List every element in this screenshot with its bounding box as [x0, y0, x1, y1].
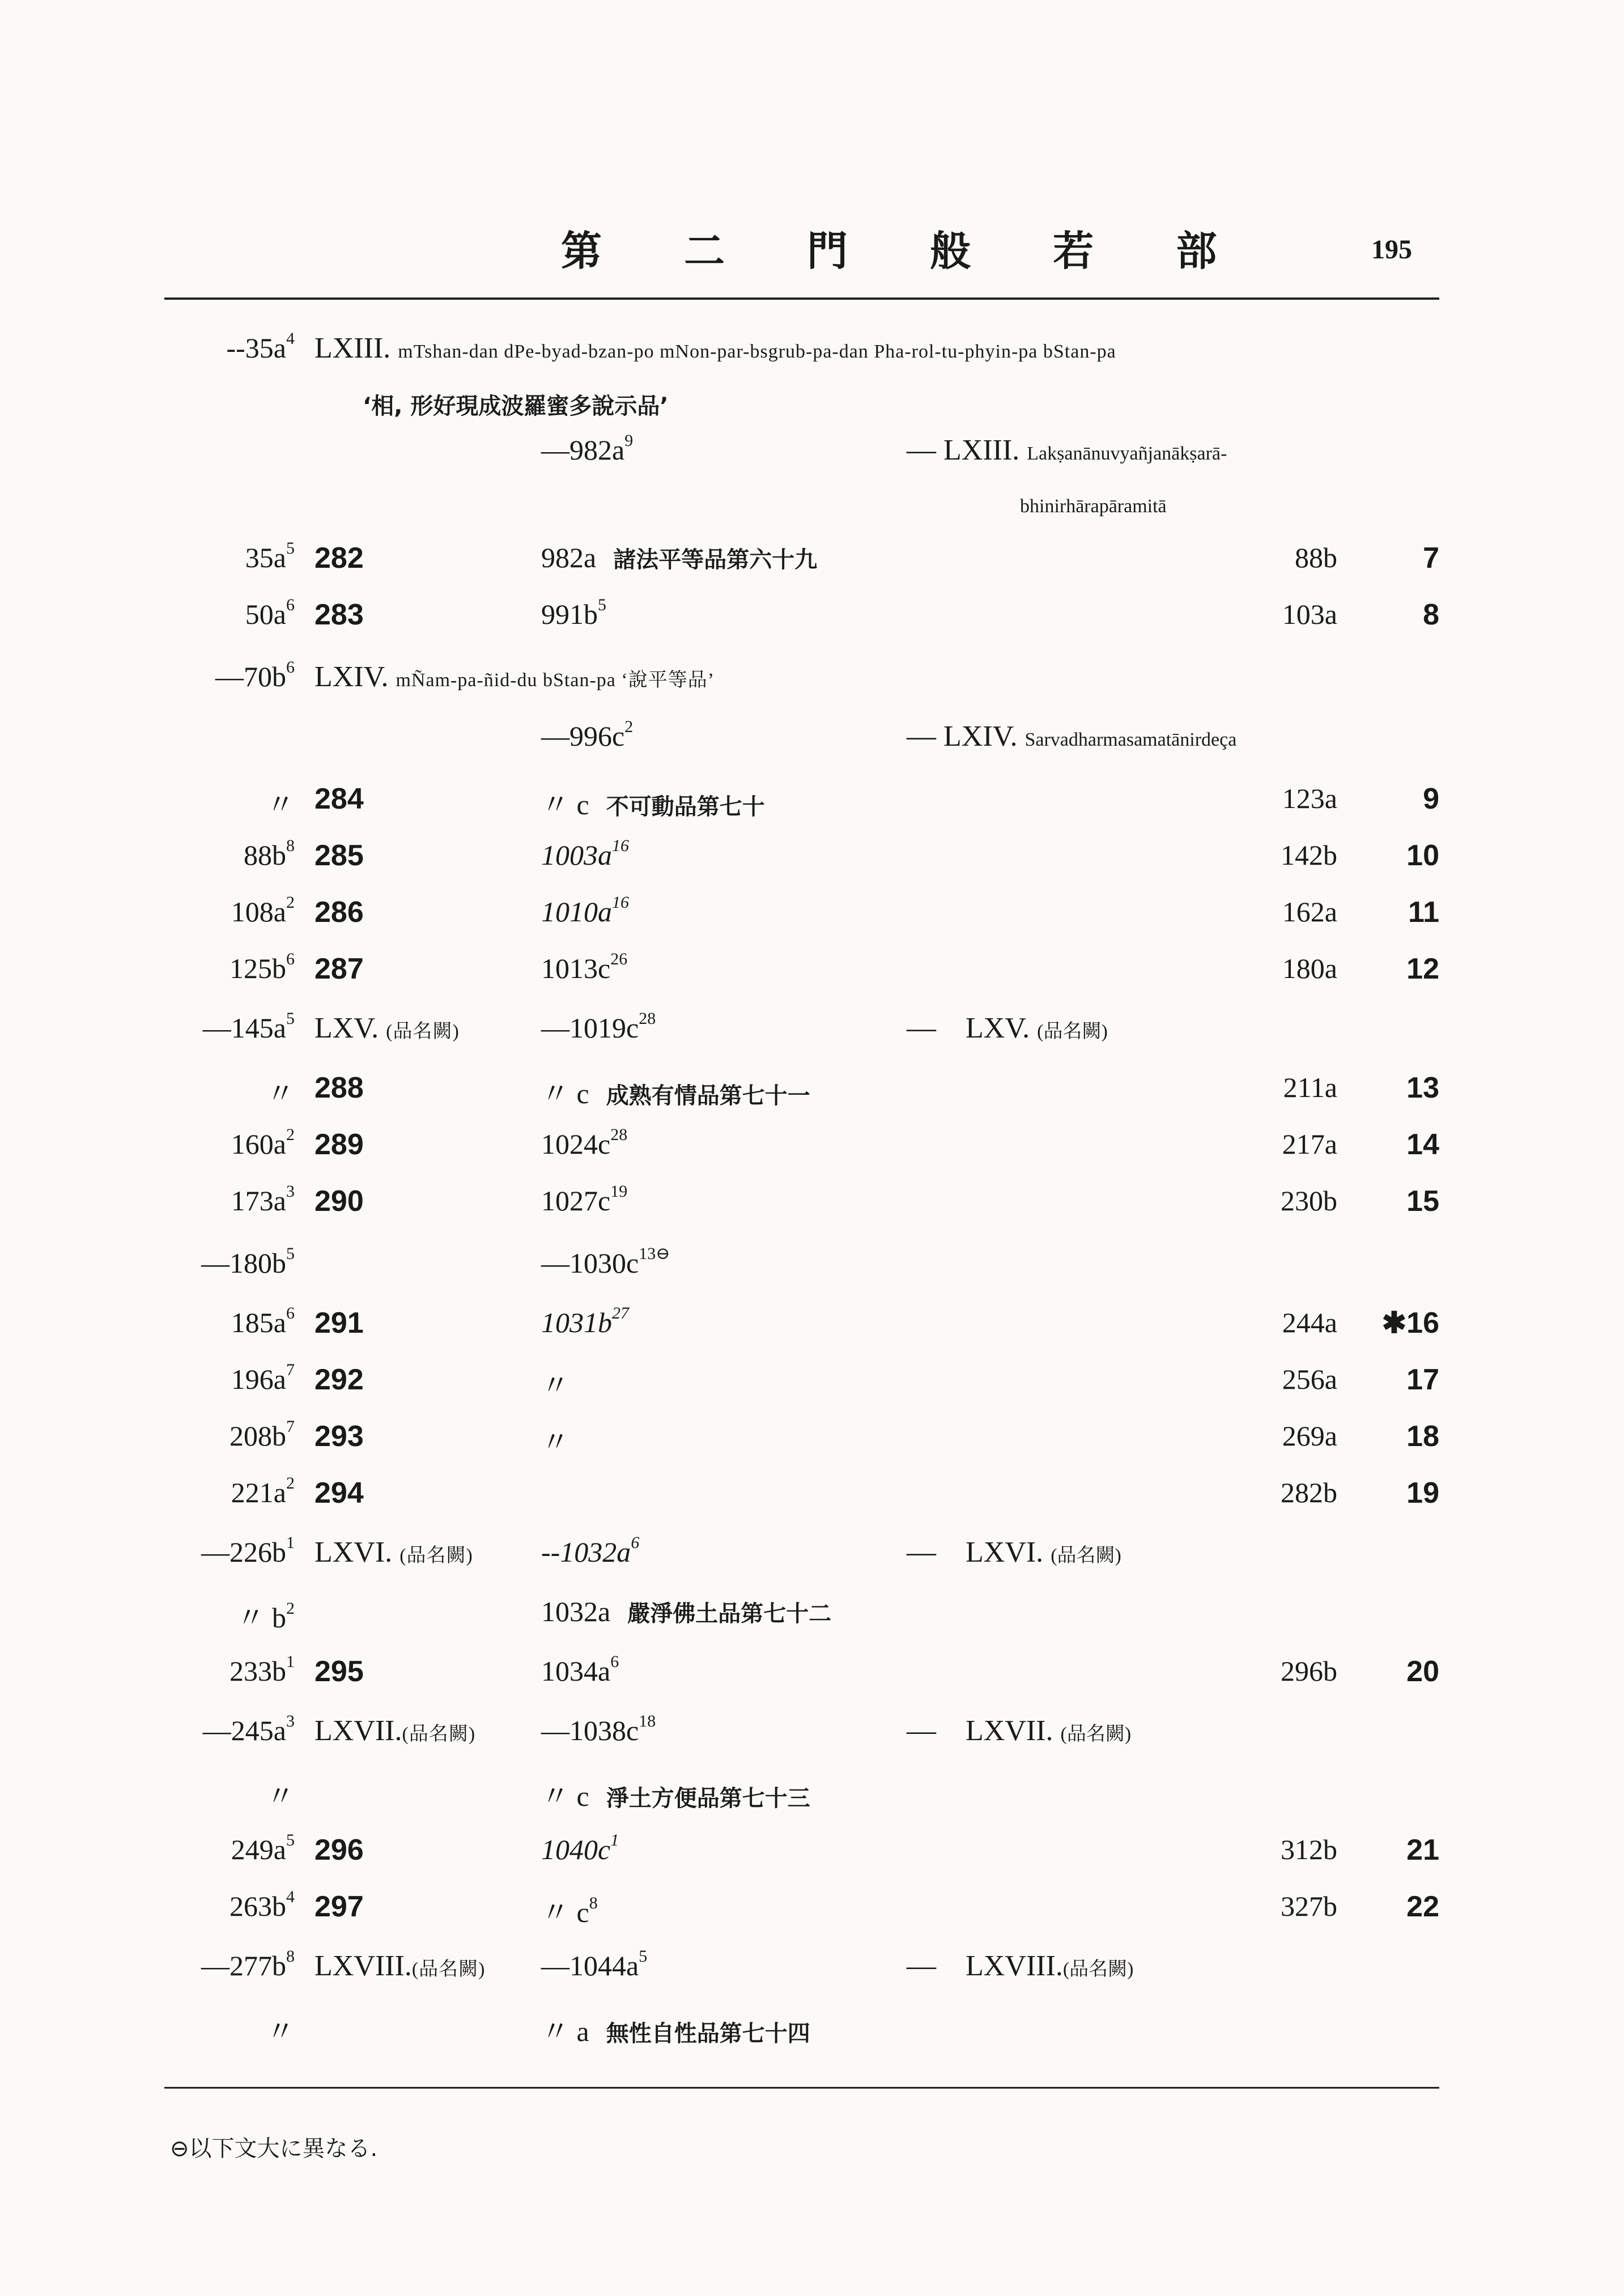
sanskrit-heading: — LXIII. Lakṣanānuvyañjanākṣarā-	[907, 434, 1227, 466]
section-range: $—180b^5$ $—1030c^{13⊖}$	[201, 1244, 670, 1279]
table-row: $35a^5$ 282 982a 諸法平等品第六十九 88b 7	[245, 539, 1439, 575]
table-row: $263b^4$ 297 〃 $c^8$ 327b 22	[229, 1887, 1439, 1928]
table-row: 〃 〃 c 淨土方便品第七十三	[266, 1780, 810, 1812]
tp-ref: $--35a^4$	[226, 329, 295, 364]
table-row: $208b^7$ 293 〃 269a 18	[229, 1417, 1439, 1458]
table-row: $249a^5$ 296 $1040c^1$ 312b 21	[231, 1831, 1439, 1866]
table-row: $125b^6$ 287 $1013c^{26}$ 180a 12	[229, 950, 1439, 985]
table-row: 〃 284 〃 c 不可動品第七十 123a 9	[266, 783, 1439, 820]
table-row: $233b^1$ 295 $1034a^6$ 296b 20	[229, 1652, 1439, 1688]
section-range-lxiv: $—996c^2$ — LXIV. Sarvadharmasamatānirdeça	[541, 717, 1237, 752]
table-row: $173a^3$ 290 $1027c^{19}$ 230b 15	[231, 1182, 1439, 1218]
footnote-rule	[164, 2087, 1439, 2089]
section-heading-lxviii: $—277b^8$ LXVIII.(品名闕) $—1044a^5$ — LXVIII.(品名闕)	[201, 1947, 1134, 1982]
tibetan-heading-gloss: ‘相, 形好現成波羅蜜多說示品’	[363, 393, 669, 419]
sanskrit-heading-cont: bhinirhārapāramitā	[1020, 496, 1167, 517]
table-row: $160a^2$ 289 $1024c^{28}$ 217a 14	[231, 1125, 1439, 1161]
table-row: $185a^6$ 291 $1031b^{27}$ 244a ✱16	[231, 1304, 1439, 1340]
section-heading-lxvi: $—226b^1$ LXVI. (品名闕) $--1032a^6$ — LXVI. (品名闕)	[201, 1533, 1121, 1568]
page-number: 195	[1371, 235, 1412, 265]
table-row: $50a^6$ 283 $991b^5$ 103a 8	[245, 596, 1439, 631]
footnote: ⊖以下文大に異なる.	[170, 2136, 378, 2162]
table-row: $108a^2$ 286 $1010a^{16}$ 162a 11	[231, 893, 1439, 929]
running-header	[0, 218, 1624, 286]
chapter-title: 第 二 門 般 若 部	[561, 227, 1251, 275]
tibetan-heading: LXIII. mTshan-dan dPe-byad-bzan-po mNon-par-bsgrub-pa-dan Pha-rol-tu-phyin-pa bStan-pa	[314, 332, 1116, 364]
chinese-ref: $—982a^9$	[541, 431, 634, 466]
table-row: 〃 〃 a 無性自性品第七十四	[266, 2016, 810, 2047]
table-row: $221a^2$ 294 282b 19	[231, 1474, 1439, 1510]
table-row: $88b^8$ 285 $1003a^{16}$ 142b 10	[244, 836, 1439, 872]
section-range-lxiii	[0, 433, 1624, 473]
section-heading-lxvii: $—245a^3$ LXVII.(品名闕) $—1038c^{18}$ — LXVII. (品名闕)	[202, 1712, 1132, 1747]
table-row: 〃 $b^2$ 1032a 嚴淨佛土品第七十二	[236, 1596, 832, 1634]
section-heading-lxiii	[0, 331, 1624, 371]
header-rule	[164, 297, 1439, 300]
table-row: 〃 288 〃 c 成熟有情品第七十一 211a 13	[266, 1072, 1439, 1109]
section-heading-lxiv: $—70b^6$ LXIV. mÑam-pa-ñid-du bStan-pa ‘說平等品’	[215, 658, 715, 693]
table-row: $196a^7$ 292 〃 256a 17	[231, 1360, 1439, 1401]
section-heading-lxv: $—145a^5$ LXV. (品名闕) $—1019c^{28}$ — LXV. (品名闕)	[202, 1009, 1108, 1044]
